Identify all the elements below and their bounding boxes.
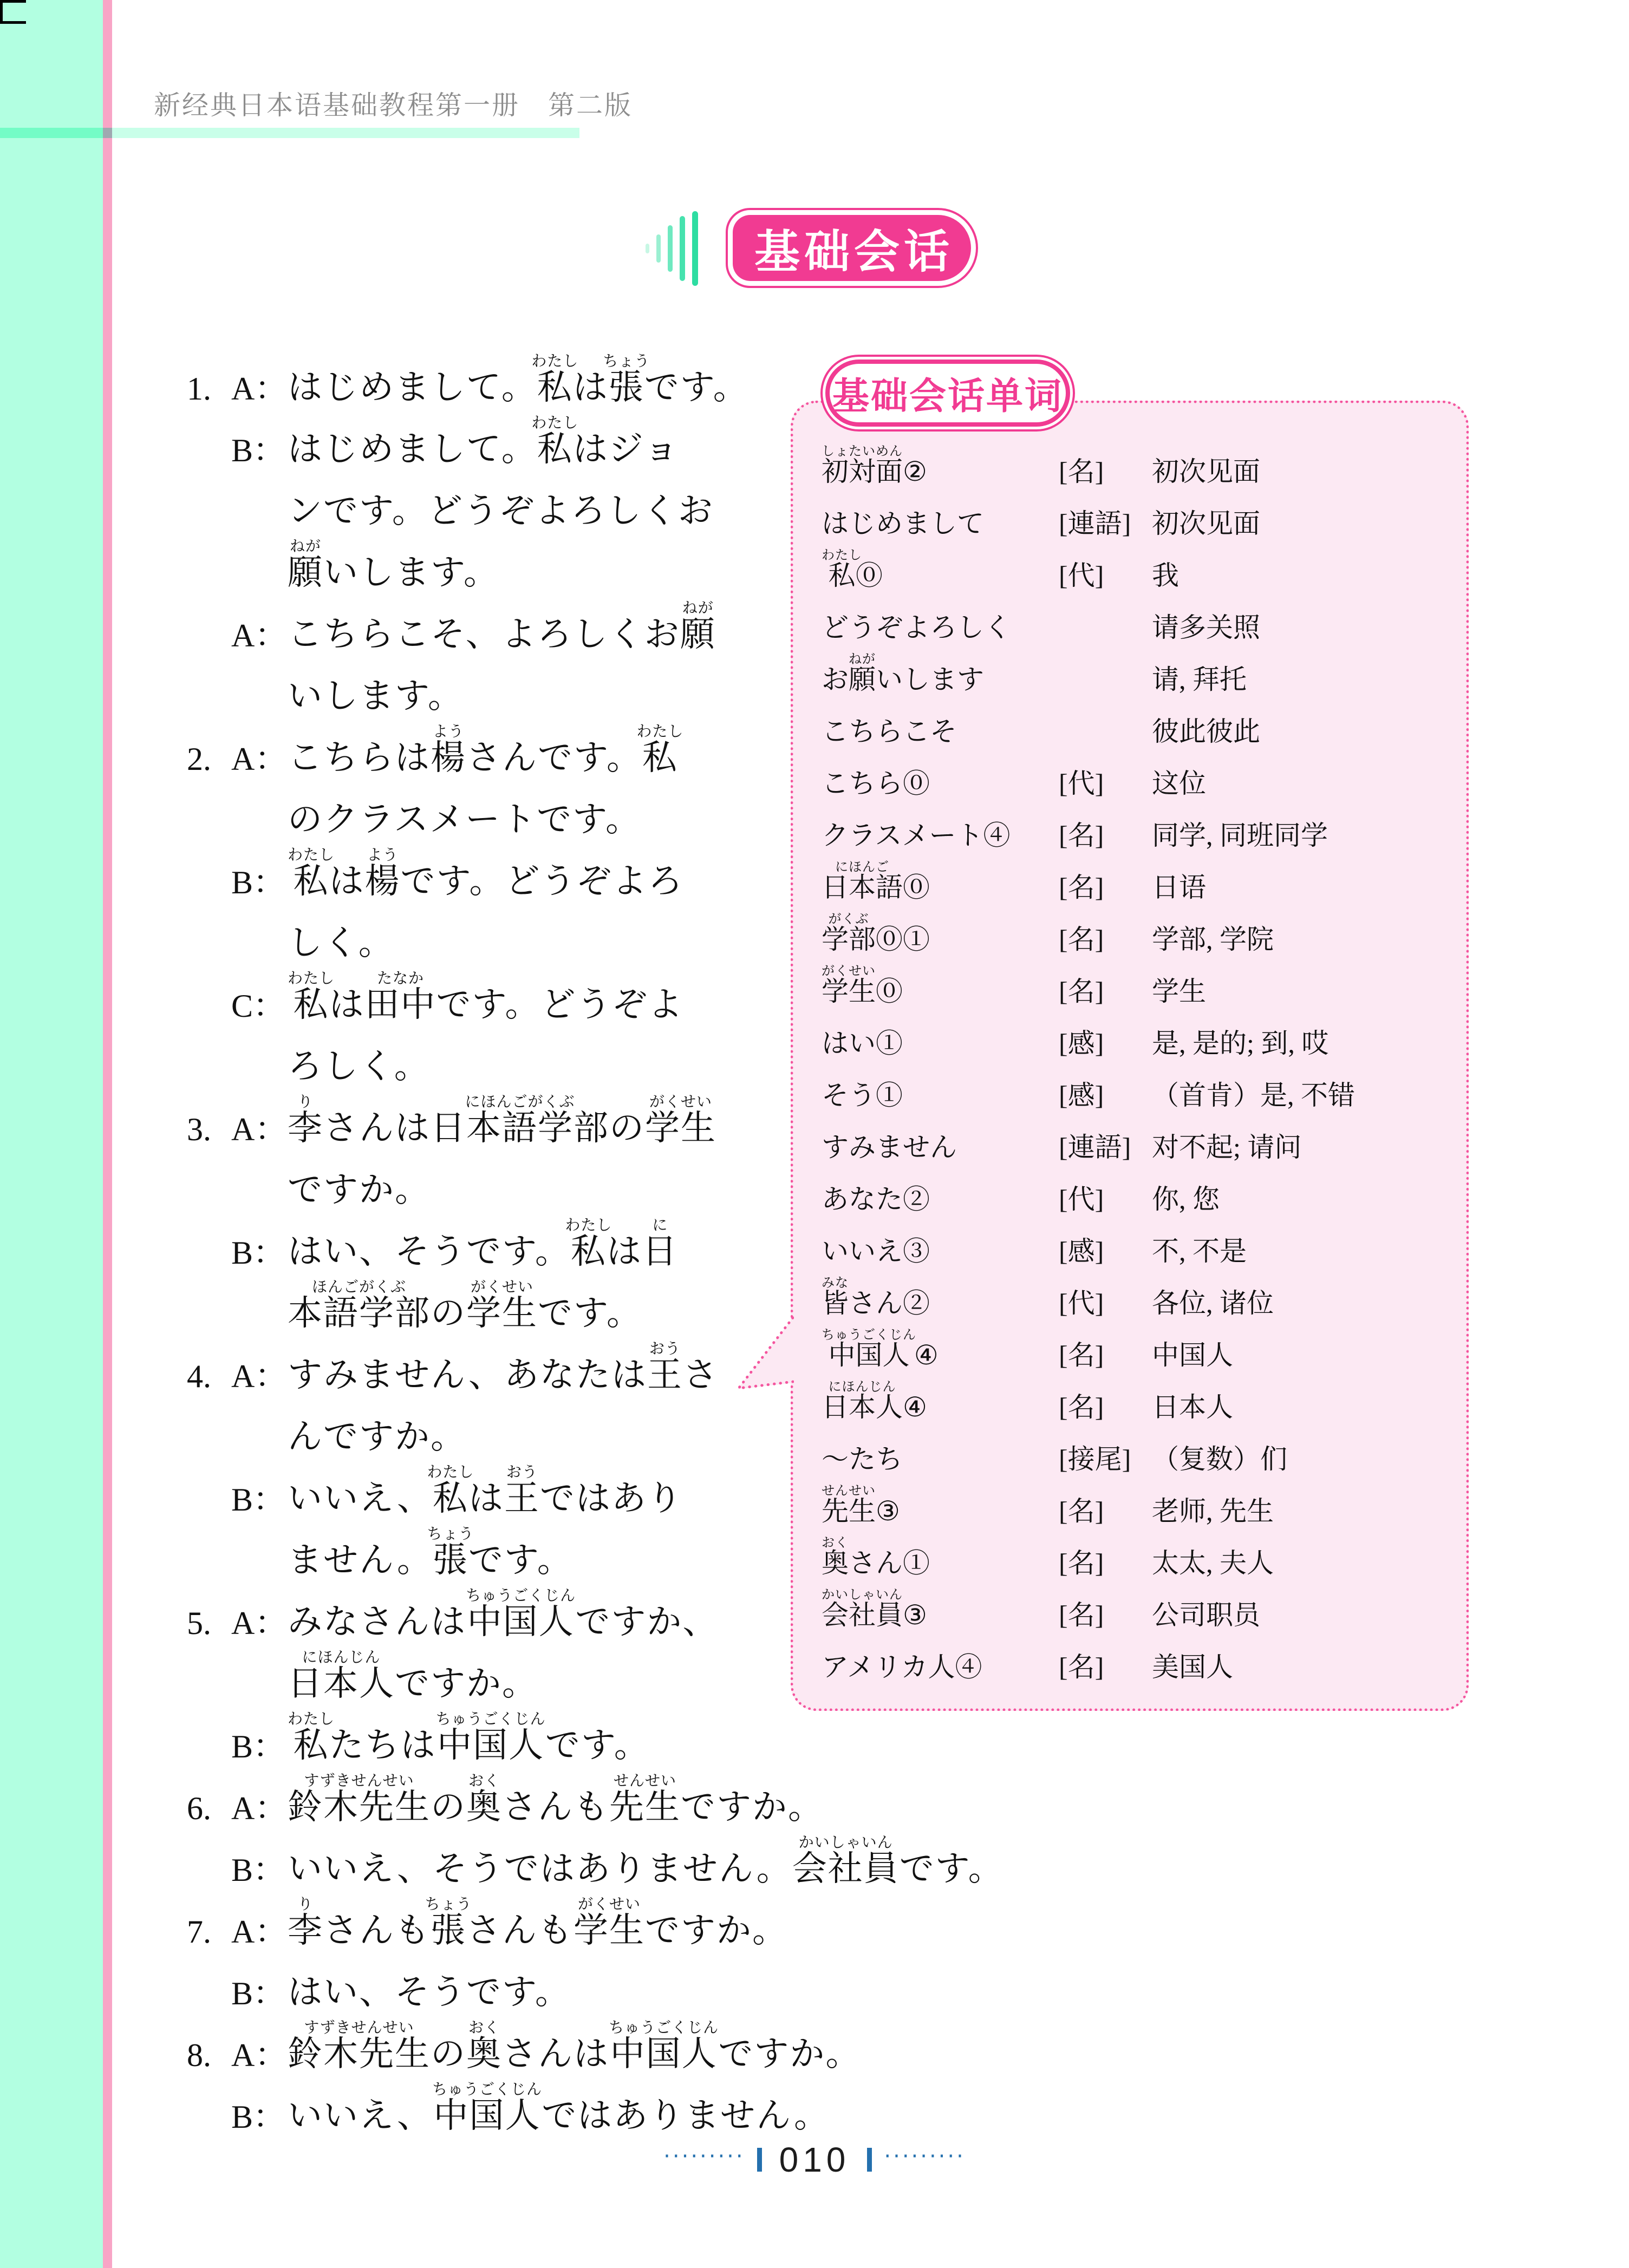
ruby-word: 張ちょう [425,1896,472,1950]
dialogue-speaker: A： [231,618,288,653]
vocab-word: 先生せんせい③ [822,1484,900,1526]
vocab-row [822,1005,1447,1057]
vocab-meaning: 请多关照 [1152,612,1260,643]
vocab-meaning: 公司职员 [1152,1600,1260,1630]
vocab-row [822,797,1447,849]
vocab-panel [791,401,1469,1711]
section-badge-label: 基础会话 [754,226,954,277]
ruby-word: 王おう [647,1341,683,1394]
vocab-word: はじめまして [822,508,984,539]
vocab-meaning: 彼此彼此 [1152,716,1260,747]
vocab-word: 会社員かいしゃいん③ [822,1588,927,1630]
vocab-row [822,1369,1447,1421]
vocab-row [822,693,1447,745]
ruby-word: 会社員かいしゃいん [822,1588,903,1630]
ruby-word: 中国人ちゅうごくじん [432,2081,543,2135]
ruby-word: 先生せんせい [609,1773,681,1826]
vocab-row [822,433,1447,485]
vocab-word: クラスメート④ [822,820,1011,851]
vocab-pos: [名] [1059,924,1104,955]
dialogue-text: 願ねがいします。 [288,538,499,592]
ruby-word: 私わたし [531,353,579,407]
dialogue-speaker: C： [231,988,286,1024]
dialogue-text: 私わたしたちは中国人ちゅうごくじんです。 [288,1711,650,1764]
dialogue-number: 5. [187,1605,211,1641]
vocab-row [822,953,1447,1005]
dialogue-text: んですか。 [288,1417,466,1456]
vocab-meaning: 学部, 学院 [1152,924,1274,955]
dialogue-line [187,2010,1432,2071]
vocab-row [822,1577,1447,1629]
vocab-meaning: 日本人 [1152,1392,1233,1422]
dialogue-text: いいえ、中国人ちゅうごくじんではありません。 [288,2081,830,2135]
dialogue-number: 2. [187,741,211,777]
vocab-meaning: 你, 您 [1152,1184,1220,1214]
vocab-row [822,1629,1447,1681]
vocab-row [822,537,1447,589]
dialogue-speaker: A： [231,1112,288,1147]
dialogue-line [231,2071,1432,2133]
ruby-word: 願ねが [288,538,323,592]
vocab-row [822,901,1447,953]
vocab-pos: [名] [1059,456,1104,487]
vocab-title-label: 基础会话单词 [832,375,1063,417]
vocab-meaning: 太太, 夫人 [1152,1548,1274,1578]
vocab-word: すみません [822,1132,957,1162]
vocab-word: アメリカ人④ [822,1652,982,1682]
vocab-row [822,1473,1447,1525]
ruby-word: 日本人にほんじん [288,1649,395,1703]
page-number: 010 [779,2140,850,2179]
ruby-word: 王おう [504,1464,540,1518]
dialogue-speaker: A： [231,2037,288,2073]
vocab-meaning: 同学, 同班同学 [1152,820,1328,851]
vocab-word: お願ねがいします [822,652,984,695]
dialogue-text: いします。 [288,677,464,715]
dialogue-text: 鈴木先生すずきせんせいの奥おくさんは中国人ちゅうごくじんですか。 [288,2019,862,2073]
vocab-title-badge [825,360,1070,427]
vocab-pos: [名] [1059,1340,1104,1370]
pink-stripe [103,0,112,2268]
vocab-row [822,1161,1447,1213]
dialogue-number: 1. [187,371,211,407]
vocab-pos: [感] [1059,1236,1104,1266]
dialogue-speaker: B： [231,1482,286,1518]
dialogue-text: しく。 [288,924,394,962]
dialogue-speaker: B： [231,1852,286,1888]
vocab-meaning: 初次见面 [1152,456,1260,487]
ruby-word: 田中たなか [364,970,436,1024]
vocab-pos: [名] [1059,976,1104,1006]
dialogue-text: ですか。 [288,1171,431,1209]
ruby-word: 中国人ちゅうごくじん [435,1711,546,1764]
vocab-meaning: 请, 拜托 [1152,664,1247,695]
vocab-meaning: 这位 [1152,768,1206,799]
vocab-row [822,589,1447,641]
ruby-word: 会社員かいしゃいん [792,1834,900,1888]
vocab-word: 〜たち [822,1444,903,1474]
ruby-word: 私わたし [288,1711,335,1764]
dialogue-line [231,1825,1432,1886]
dialogue-text: はい、そうです。私わたしは日に [288,1217,678,1271]
vocab-meaning: 初次见面 [1152,508,1260,539]
ruby-word: 私わたし [565,1217,612,1271]
sound-wave-bar [646,244,649,253]
dialogue-text: ろしく。 [288,1047,430,1086]
ruby-word: 皆みな [822,1276,849,1318]
ruby-word: 中国人ちゅうごくじん [609,2019,719,2073]
ruby-word: 鈴木先生すずきせんせい [288,1773,431,1826]
sound-wave-bar [692,211,698,286]
sound-wave-bar [680,216,685,281]
dialogue-text: いいえ、私わたしは王おうではあり [288,1464,683,1518]
dialogue-text: ません。張ちょうです。 [288,1526,573,1579]
vocab-word: 私わたし⓪ [822,548,883,591]
vocab-pos: [代] [1059,1184,1104,1214]
vocab-meaning: 学生 [1152,976,1206,1006]
vocab-word: あなた② [822,1184,930,1214]
vocab-pos: [代] [1059,768,1104,799]
dialogue-text: はじめまして。私わたしはジョ [288,415,680,468]
page-number-decoration-right: ········· [884,2144,966,2169]
dialogue-speaker: A： [231,1605,288,1641]
vocab-meaning: 美国人 [1152,1652,1233,1682]
dialogue-speaker: A： [231,371,288,407]
ruby-word: 私わたし [288,970,335,1024]
section-badge [726,208,978,288]
vocab-row [822,1213,1447,1265]
vocab-pos: [接尾] [1059,1444,1131,1474]
dialogue-text: こちらは楊ようさんです。私わたし [288,723,684,777]
ruby-word: 張ちょう [603,353,650,407]
ruby-word: 学生がくせい [466,1279,538,1332]
vocab-word: 日本人にほんじん④ [822,1380,927,1422]
ruby-word: 楊よう [431,723,466,777]
ruby-word: 李り [288,1094,323,1147]
page-footer [0,2140,1629,2180]
vocab-row [822,1525,1447,1577]
dialogue-text: 鈴木先生すずきせんせいの奥おくさんも先生せんせいですか。 [288,1773,824,1826]
dialogue-number: 8. [187,2037,211,2073]
dialogue-text: みなさんは中国人ちゅうごくじんですか、 [288,1587,719,1641]
vocab-pos: [名] [1059,1392,1104,1422]
vocab-row [822,485,1447,537]
ruby-word: 鈴木先生すずきせんせい [288,2019,431,2073]
vocab-pos: [感] [1059,1080,1104,1110]
ruby-word: 私わたし [427,1464,474,1518]
ruby-word: 初対面しょたいめん [822,445,903,487]
vocab-pos: [名] [1059,1600,1104,1630]
ruby-word: 日本語学部にほんごがくぶ [431,1094,609,1147]
dialogue-speaker: A： [231,1914,288,1950]
vocab-meaning: 日语 [1152,872,1206,903]
vocab-word: はい① [822,1028,903,1058]
dialogue-speaker: B： [231,1235,286,1271]
dialogue-line [231,1948,1432,2010]
dialogue-line [187,1763,1432,1825]
vocab-word: 学部がくぶ⓪① [822,912,930,955]
speech-tail [737,1313,794,1393]
page-number-tick-left [757,2148,762,2172]
book-title: 新经典日本语基础教程第一册 第二版 [154,91,633,120]
vocab-pos: [連語] [1059,1132,1131,1162]
vocab-pos: [代] [1059,560,1104,591]
vocab-word: 皆みなさん② [822,1276,930,1318]
vocab-word: 学生がくせい⓪ [822,964,903,1006]
dialogue-line [187,343,1432,405]
dialogue-text: いいえ、そうではありません。会社員かいしゃいんです。 [288,1834,1004,1888]
dialogue-text: こちらこそ、よろしくお願ねが [288,600,716,653]
ruby-word: 日本人にほんじん [822,1380,903,1422]
vocab-meaning: 老师, 先生 [1152,1496,1274,1526]
vocab-pos: [代] [1059,1288,1104,1318]
vocab-row [822,745,1447,797]
ruby-word: 私わたし [636,723,684,777]
vocab-row [822,1421,1447,1473]
vocab-pos: [名] [1059,1548,1104,1578]
dialogue-speaker: B： [231,865,286,900]
dialogue-speaker: B： [231,2099,286,2135]
section-badge-pill [733,215,971,281]
dialogue-text: すみません、あなたは王おうさ [288,1341,719,1394]
dialogue-number: 3. [187,1112,211,1147]
ruby-word: 先生せんせい [822,1484,876,1526]
dialogue-number: 7. [187,1914,211,1950]
ruby-word: 李り [288,1896,323,1950]
ruby-word: 奥おく [466,2019,502,2073]
vocab-word: 日本語にほんご⓪ [822,860,930,903]
dialogue-text: 私わたしは楊ようです。どうぞよろ [288,847,684,900]
ruby-word: 学生がくせい [574,1896,645,1950]
dialogue-speaker: B： [231,433,286,468]
vocab-row [822,1057,1447,1109]
ruby-word: 学生がくせい [822,964,876,1006]
dialogue-line [187,1886,1432,1948]
ruby-word: 私わたし [531,415,579,468]
dialogue-speaker: A： [231,1358,288,1394]
ruby-word: 張ちょう [427,1526,474,1579]
vocab-meaning: 对不起; 请问 [1152,1132,1302,1162]
dialogue-text: 本語学部ほんごがくぶの学生がくせいです。 [288,1279,642,1332]
vocab-pos: [名] [1059,1652,1104,1682]
ruby-word: 私わたし [822,548,862,591]
vocab-meaning: 各位, 诸位 [1152,1288,1274,1318]
vocab-word: 奥おくさん① [822,1536,930,1578]
dialogue-text: 日本人にほんじんですか。 [288,1649,538,1703]
sound-wave-bar [668,225,673,272]
ruby-word: 日に [642,1217,678,1271]
header-underline [0,128,579,138]
vocab-word: こちらこそ [822,716,957,747]
ruby-word: 本語学部ほんごがくぶ [288,1279,431,1332]
left-margin-band [0,0,103,2268]
dialogue-text: 私わたしは田中たなかです。どうぞよ [288,970,684,1024]
dialogue-text: はい、そうです。 [288,1973,571,2011]
page-number-decoration-left: ········· [663,2144,745,2169]
crop-mark [0,0,26,24]
dialogue-number: 4. [187,1358,211,1394]
vocab-meaning: 不, 不是 [1152,1236,1247,1266]
ruby-word: 願ねが [849,652,876,695]
ruby-word: 奥おく [466,1773,502,1826]
ruby-word: 学生がくせい [645,1094,716,1147]
vocab-word: そう① [822,1080,903,1110]
vocab-meaning: （复数）们 [1152,1444,1287,1474]
ruby-word: 願ねが [680,600,716,653]
vocab-row [822,849,1447,901]
ruby-word: 学部がくぶ [822,912,876,955]
vocab-pos: [名] [1059,872,1104,903]
vocab-word: 中国人ちゅうごくじん④ [822,1328,939,1370]
vocab-meaning: 我 [1152,560,1179,591]
vocab-pos: [名] [1059,820,1104,851]
vocab-word: こちら⓪ [822,768,930,799]
vocab-pos: [感] [1059,1028,1104,1058]
vocab-word: 初対面しょたいめん② [822,445,927,487]
page-number-tick-right [867,2148,872,2172]
vocab-row [822,641,1447,693]
ruby-word: 日本語にほんご [822,860,903,903]
ruby-word: 楊よう [364,847,401,900]
vocab-row [822,1265,1447,1317]
dialogue-speaker: A： [231,1790,288,1826]
sound-wave-bar [656,234,661,263]
vocab-word: どうぞよろしく [822,612,1011,643]
dialogue-speaker: A： [231,741,288,777]
vocab-meaning: 中国人 [1152,1340,1233,1370]
ruby-word: 中国人ちゅうごくじん [466,1587,576,1641]
ruby-word: 奥おく [822,1536,849,1578]
vocab-pos: [名] [1059,1496,1104,1526]
dialogue-speaker: B： [231,1729,286,1764]
dialogue-text: ンです。どうぞよろしくお [288,492,714,530]
vocab-word: いいえ③ [822,1236,930,1266]
vocab-meaning: （首肯）是, 不错 [1152,1080,1355,1110]
dialogue-speaker: B： [231,1976,286,2011]
ruby-word: 中国人ちゅうごくじん [822,1328,916,1370]
vocab-meaning: 是, 是的; 到, 哎 [1152,1028,1329,1058]
ruby-word: 私わたし [288,847,335,900]
vocab-pos: [連語] [1059,508,1131,539]
vocab-list [822,433,1447,1681]
vocab-row [822,1109,1447,1161]
dialogue-text: はじめまして。私わたしは張ちょうです。 [288,353,749,407]
dialogue-number: 6. [187,1790,211,1826]
dialogue-text: 李りさんは日本語学部にほんごがくぶの学生がくせい [288,1094,716,1147]
vocab-row [822,1317,1447,1369]
dialogue-text: のクラスメートです。 [288,800,641,839]
dialogue-text: 李りさんも張ちょうさんも学生がくせいですか。 [288,1896,788,1950]
sound-wave-icon [646,211,698,286]
